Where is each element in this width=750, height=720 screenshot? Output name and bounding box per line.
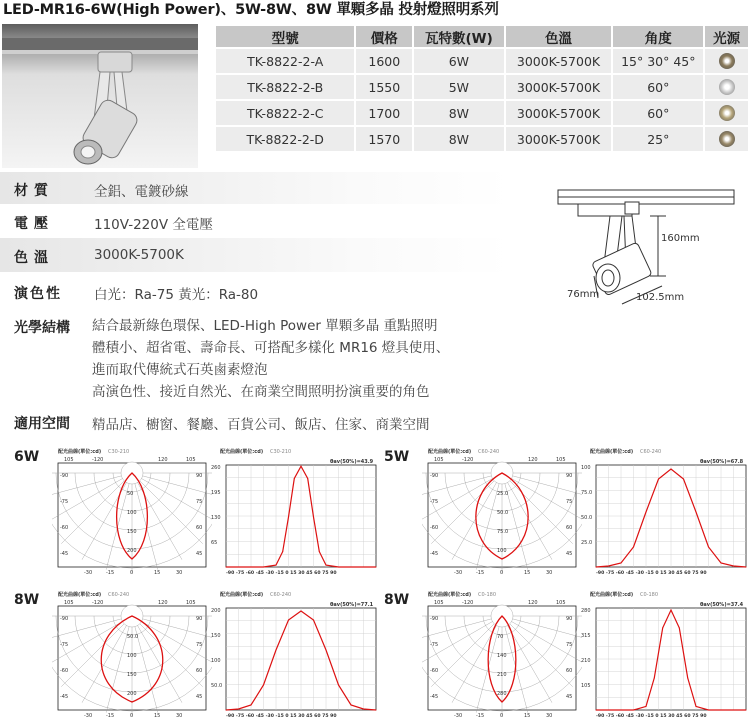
tick-label: 75 — [566, 499, 573, 505]
intensity-point — [646, 706, 647, 707]
tick-label: 105 — [64, 600, 74, 606]
table-row — [216, 101, 748, 125]
intensity-point — [621, 563, 622, 564]
tick-label: 60 — [566, 525, 573, 531]
prop-label-voltage: 電壓 — [14, 216, 54, 232]
tick-label: -90 — [60, 616, 69, 622]
intensity-point — [238, 567, 239, 568]
intensity-point — [238, 709, 239, 710]
cell-model: TK-8822-2-B — [216, 75, 354, 99]
tick-label: -30 — [454, 570, 463, 575]
led-bulb-icon — [719, 79, 735, 95]
table-row — [216, 127, 748, 151]
tick-label: 105 — [186, 600, 196, 606]
ring-label: 100 — [127, 653, 137, 659]
x-tick-labels: -90 -75 -60 -45 -30 -15 0 15 30 45 60 75 90 — [226, 571, 337, 576]
tick-label: -120 — [92, 600, 104, 606]
col-header-price: 價格 — [356, 26, 412, 47]
col-header-watt: 瓦特數(W) — [414, 26, 503, 47]
intensity-point — [276, 565, 277, 566]
intensity-point — [679, 627, 680, 628]
intensity-point — [376, 710, 377, 711]
tick-label: -30 — [84, 570, 93, 575]
chart-tag: C30-210 — [270, 449, 292, 455]
intensity-point — [294, 478, 295, 479]
optics-label: 光學結構 — [14, 320, 70, 336]
tick-label: 0 — [500, 713, 504, 718]
optics-line: 結合最新綠色環保、LED-High Power 單顆多晶 重點照明 — [92, 318, 438, 334]
cell-price: 1570 — [356, 127, 412, 151]
intensity-point — [621, 710, 622, 711]
cell-source — [705, 75, 748, 99]
tick-label: -60 — [60, 668, 69, 674]
tick-label: 120 — [528, 457, 538, 463]
x-tick-labels: -90 -75 -60 -45 -30 -15 0 15 30 45 60 75 90 — [226, 714, 337, 719]
y-tick-label: 50.0 — [581, 515, 593, 521]
tick-label: 105 — [64, 457, 74, 463]
polar-tag: C0-180 — [478, 592, 497, 598]
spec-table — [214, 24, 750, 153]
tick-label: -120 — [462, 600, 474, 606]
intensity-point — [658, 479, 659, 480]
intensity-point — [226, 567, 227, 568]
tick-label: 105 — [434, 457, 444, 463]
y-tick-label: 65 — [211, 540, 218, 546]
dim-depth: 102.5mm — [636, 292, 685, 303]
col-header-angle: 角度 — [613, 26, 703, 47]
tick-label: 15 — [154, 570, 161, 575]
intensity-point — [671, 469, 672, 470]
cell-price: 1600 — [356, 49, 412, 73]
intensity-point — [671, 610, 672, 611]
tick-label: -15 — [476, 713, 485, 718]
ring-label: 50.0 — [497, 510, 509, 516]
intensity-point — [326, 565, 327, 566]
ring-label: 150 — [127, 529, 137, 535]
tick-label: -75 — [60, 642, 69, 648]
cell-angle: 60° — [613, 75, 703, 99]
tick-label: 60 — [196, 668, 203, 674]
polar-title: 配光曲線(單位:cd) — [58, 449, 102, 455]
tick-label: -75 — [60, 499, 69, 505]
property-band — [0, 238, 510, 272]
prop-label-material: 材質 — [14, 183, 54, 199]
y-tick-label: 280 — [581, 608, 591, 614]
prop-label-cri: 演色性 — [14, 286, 62, 302]
intensity-chart — [580, 590, 750, 720]
led-bulb-icon — [719, 131, 735, 147]
tick-label: -45 — [60, 694, 69, 700]
tick-label: -15 — [106, 713, 115, 718]
col-header-model: 型號 — [216, 26, 354, 47]
chart-title: 配光曲線(單位:cd) — [590, 449, 634, 455]
y-tick-label: 100 — [211, 658, 221, 664]
tick-label: -60 — [430, 525, 439, 531]
tick-label: 90 — [566, 473, 573, 479]
intensity-point — [351, 705, 352, 706]
intensity-point — [301, 611, 302, 612]
intensity-point — [721, 563, 722, 564]
table-header-row — [216, 26, 748, 47]
tick-label: 105 — [556, 457, 566, 463]
tick-label: 120 — [158, 600, 168, 606]
cell-source — [705, 127, 748, 151]
tick-label: 75 — [196, 642, 203, 648]
intensity-point — [376, 567, 377, 568]
tick-label: -60 — [60, 525, 69, 531]
watt-label: 8W — [14, 592, 40, 608]
intensity-point — [276, 650, 277, 651]
beam-angle: θav(50%)=77.1 — [330, 602, 374, 608]
tick-label: 105 — [556, 600, 566, 606]
tick-label: 15 — [524, 713, 531, 718]
tick-label: 105 — [186, 457, 196, 463]
tick-label: -90 — [60, 473, 69, 479]
ring-label: 25.0 — [497, 491, 509, 497]
intensity-point — [746, 710, 747, 711]
tick-label: -45 — [60, 551, 69, 557]
intensity-chart — [210, 447, 380, 577]
col-header-cct: 色溫 — [506, 26, 612, 47]
tick-label: -75 — [430, 642, 439, 648]
intensity-point — [288, 517, 289, 518]
property-band — [0, 172, 510, 204]
tick-label: -30 — [454, 713, 463, 718]
polar-title: 配光曲線(單位:cd) — [428, 592, 472, 598]
cell-model: TK-8822-2-A — [216, 49, 354, 73]
intensity-point — [288, 620, 289, 621]
intensity-point — [608, 566, 609, 567]
tick-label: -120 — [462, 457, 474, 463]
cell-price: 1700 — [356, 101, 412, 125]
polar-tag: C60-240 — [478, 449, 500, 455]
y-tick-label: 200 — [211, 608, 221, 614]
cell-cct: 3000K-5700K — [506, 49, 612, 73]
prop-value-cct: 3000K-5700K — [94, 247, 184, 263]
tick-label: 120 — [528, 600, 538, 606]
polar-chart — [422, 447, 582, 575]
y-tick-label: 315 — [581, 633, 591, 639]
intensity-point — [662, 627, 663, 628]
ring-label: 210 — [497, 672, 507, 678]
intensity-point — [687, 677, 688, 678]
intensity-point — [313, 620, 314, 621]
intensity-point — [251, 567, 252, 568]
optics-line: 進而取代傳統式石英鹵素燈泡 — [92, 362, 268, 378]
tick-label: -90 — [430, 473, 439, 479]
chart-tag: C0-180 — [640, 592, 659, 598]
cell-cct: 3000K-5700K — [506, 75, 612, 99]
intensity-point — [633, 710, 634, 711]
prop-value-material: 全鋁、電鍍砂線 — [94, 184, 189, 200]
intensity-point — [696, 706, 697, 707]
cell-watt: 8W — [414, 127, 503, 151]
intensity-point — [319, 551, 320, 552]
polar-chart — [52, 447, 212, 575]
ring-label: 100 — [127, 510, 137, 516]
tick-label: 0 — [130, 713, 134, 718]
chart-tag: C60-240 — [270, 592, 292, 598]
led-bulb-icon — [719, 53, 735, 69]
intensity-point — [746, 567, 747, 568]
tick-label: -45 — [430, 551, 439, 557]
intensity-point — [313, 517, 314, 518]
tick-label: 75 — [566, 642, 573, 648]
tick-label: -75 — [430, 499, 439, 505]
intensity-point — [363, 567, 364, 568]
intensity-point — [708, 547, 709, 548]
ring-label: 50 — [127, 491, 134, 497]
cell-watt: 8W — [414, 101, 503, 125]
y-tick-label: 100 — [581, 465, 591, 471]
intensity-point — [646, 512, 647, 513]
table-row — [216, 49, 748, 73]
prop-label-cct: 色溫 — [14, 250, 54, 266]
y-tick-label: 150 — [211, 633, 221, 639]
intensity-point — [226, 710, 227, 711]
cell-source — [705, 49, 748, 73]
polar-title: 配光曲線(單位:cd) — [428, 449, 472, 455]
page-title: LED-MR16-6W(High Power)、5W-8W、8W 單顆多晶 投射燈照明系列 — [3, 2, 499, 18]
tick-label: 45 — [566, 551, 573, 557]
watt-label: 8W — [384, 592, 410, 608]
application-label: 適用空間 — [14, 416, 70, 432]
ring-label: 200 — [127, 548, 137, 554]
tick-label: 0 — [500, 570, 504, 575]
cell-angle: 25° — [613, 127, 703, 151]
cell-watt: 6W — [414, 49, 503, 73]
col-header-source: 光源 — [705, 26, 748, 47]
intensity-point — [338, 567, 339, 568]
chart-tag: C60-240 — [640, 449, 662, 455]
polar-chart — [52, 590, 212, 718]
tick-label: 60 — [566, 668, 573, 674]
cell-model: TK-8822-2-D — [216, 127, 354, 151]
tick-label: 0 — [130, 570, 134, 575]
y-tick-label: 75.0 — [581, 490, 593, 496]
intensity-point — [251, 705, 252, 706]
tick-label: 15 — [524, 570, 531, 575]
beam-angle: θav(50%)=67.8 — [700, 459, 744, 465]
ring-label: 280 — [497, 691, 507, 697]
intensity-point — [338, 685, 339, 686]
chart-title: 配光曲線(單位:cd) — [590, 592, 634, 598]
intensity-point — [733, 566, 734, 567]
chart-title: 配光曲線(單位:cd) — [220, 449, 264, 455]
intensity-point — [282, 551, 283, 552]
tick-label: -120 — [92, 457, 104, 463]
tick-label: 30 — [176, 713, 183, 718]
ring-label: 140 — [497, 653, 507, 659]
cell-angle: 60° — [613, 101, 703, 125]
dim-height: 160mm — [661, 233, 700, 244]
polar-tag: C60-240 — [108, 592, 130, 598]
beam-angle: θav(50%)=37.4 — [700, 602, 744, 608]
x-tick-labels: -90 -75 -60 -45 -30 -15 0 15 30 45 60 75 90 — [596, 571, 707, 576]
optics-line: 高演色性、接近自然光、在商業空間照明扮演重要的角色 — [92, 384, 430, 400]
tick-label: 120 — [158, 457, 168, 463]
intensity-chart — [210, 590, 380, 720]
tick-label: 90 — [196, 473, 203, 479]
polar-title: 配光曲線(單位:cd) — [58, 592, 102, 598]
intensity-point — [696, 512, 697, 513]
ring-label: 200 — [127, 691, 137, 697]
cell-source — [705, 101, 748, 125]
tick-label: 90 — [566, 616, 573, 622]
intensity-point — [608, 710, 609, 711]
intensity-chart — [580, 447, 750, 577]
beam-angle: θav(50%)=43.9 — [330, 459, 374, 465]
intensity-point — [683, 479, 684, 480]
application-value: 精品店、櫥窗、餐廳、百貨公司、飯店、住家、商業空間 — [92, 417, 430, 433]
cell-cct: 3000K-5700K — [506, 101, 612, 125]
intensity-point — [363, 709, 364, 710]
intensity-point — [263, 685, 264, 686]
intensity-point — [301, 466, 302, 467]
watt-label: 6W — [14, 449, 40, 465]
intensity-point — [326, 650, 327, 651]
y-tick-label: 25.0 — [581, 540, 593, 546]
tick-label: 15 — [154, 713, 161, 718]
y-tick-label: 260 — [211, 465, 221, 471]
intensity-point — [351, 567, 352, 568]
ring-label: 70 — [497, 634, 504, 640]
y-tick-label: 50.0 — [211, 683, 223, 689]
cell-angle: 15° 30° 45° — [613, 49, 703, 73]
intensity-point — [733, 710, 734, 711]
tick-label: 105 — [434, 600, 444, 606]
tick-label: -15 — [476, 570, 485, 575]
y-tick-label: 130 — [211, 515, 221, 521]
intensity-point — [263, 567, 264, 568]
polar-tag: C30-210 — [108, 449, 130, 455]
intensity-point — [654, 677, 655, 678]
optics-line: 體積小、超省電、壽命長、可搭配多樣化 MR16 燈具使用、 — [92, 340, 450, 356]
tick-label: 60 — [196, 525, 203, 531]
tick-label: 30 — [546, 570, 553, 575]
tick-label: -60 — [430, 668, 439, 674]
tick-label: 30 — [176, 570, 183, 575]
intensity-point — [307, 478, 308, 479]
prop-value-cri: 白光：Ra-75 黃光：Ra-80 — [94, 287, 259, 303]
intensity-point — [596, 567, 597, 568]
tick-label: 75 — [196, 499, 203, 505]
ring-label: 75.0 — [497, 529, 509, 535]
x-tick-labels: -90 -75 -60 -45 -30 -15 0 15 30 45 60 75 90 — [596, 714, 707, 719]
tick-label: 45 — [196, 694, 203, 700]
intensity-point — [596, 710, 597, 711]
tick-label: -15 — [106, 570, 115, 575]
tick-label: -90 — [430, 616, 439, 622]
intensity-point — [633, 547, 634, 548]
intensity-point — [708, 710, 709, 711]
tick-label: 90 — [196, 616, 203, 622]
dimension-drawing — [540, 180, 740, 310]
tick-label: 45 — [566, 694, 573, 700]
dim-width: 76mm — [567, 289, 600, 300]
product-photo — [2, 24, 198, 168]
intensity-point — [721, 710, 722, 711]
ring-label: 50.0 — [127, 634, 139, 640]
led-bulb-icon — [719, 105, 735, 121]
cell-cct: 3000K-5700K — [506, 127, 612, 151]
ring-label: 150 — [127, 672, 137, 678]
y-tick-label: 105 — [581, 683, 591, 689]
tick-label: 30 — [546, 713, 553, 718]
cell-model: TK-8822-2-C — [216, 101, 354, 125]
tick-label: -45 — [430, 694, 439, 700]
prop-value-voltage: 110V-220V 全電壓 — [94, 217, 213, 233]
chart-title: 配光曲線(單位:cd) — [220, 592, 264, 598]
table-row — [216, 75, 748, 99]
watt-label: 5W — [384, 449, 410, 465]
ring-label: 100 — [497, 548, 507, 554]
y-tick-label: 195 — [211, 490, 221, 496]
cell-watt: 5W — [414, 75, 503, 99]
tick-label: 45 — [196, 551, 203, 557]
cell-price: 1550 — [356, 75, 412, 99]
tick-label: -30 — [84, 713, 93, 718]
polar-chart — [422, 590, 582, 718]
y-tick-label: 210 — [581, 658, 591, 664]
